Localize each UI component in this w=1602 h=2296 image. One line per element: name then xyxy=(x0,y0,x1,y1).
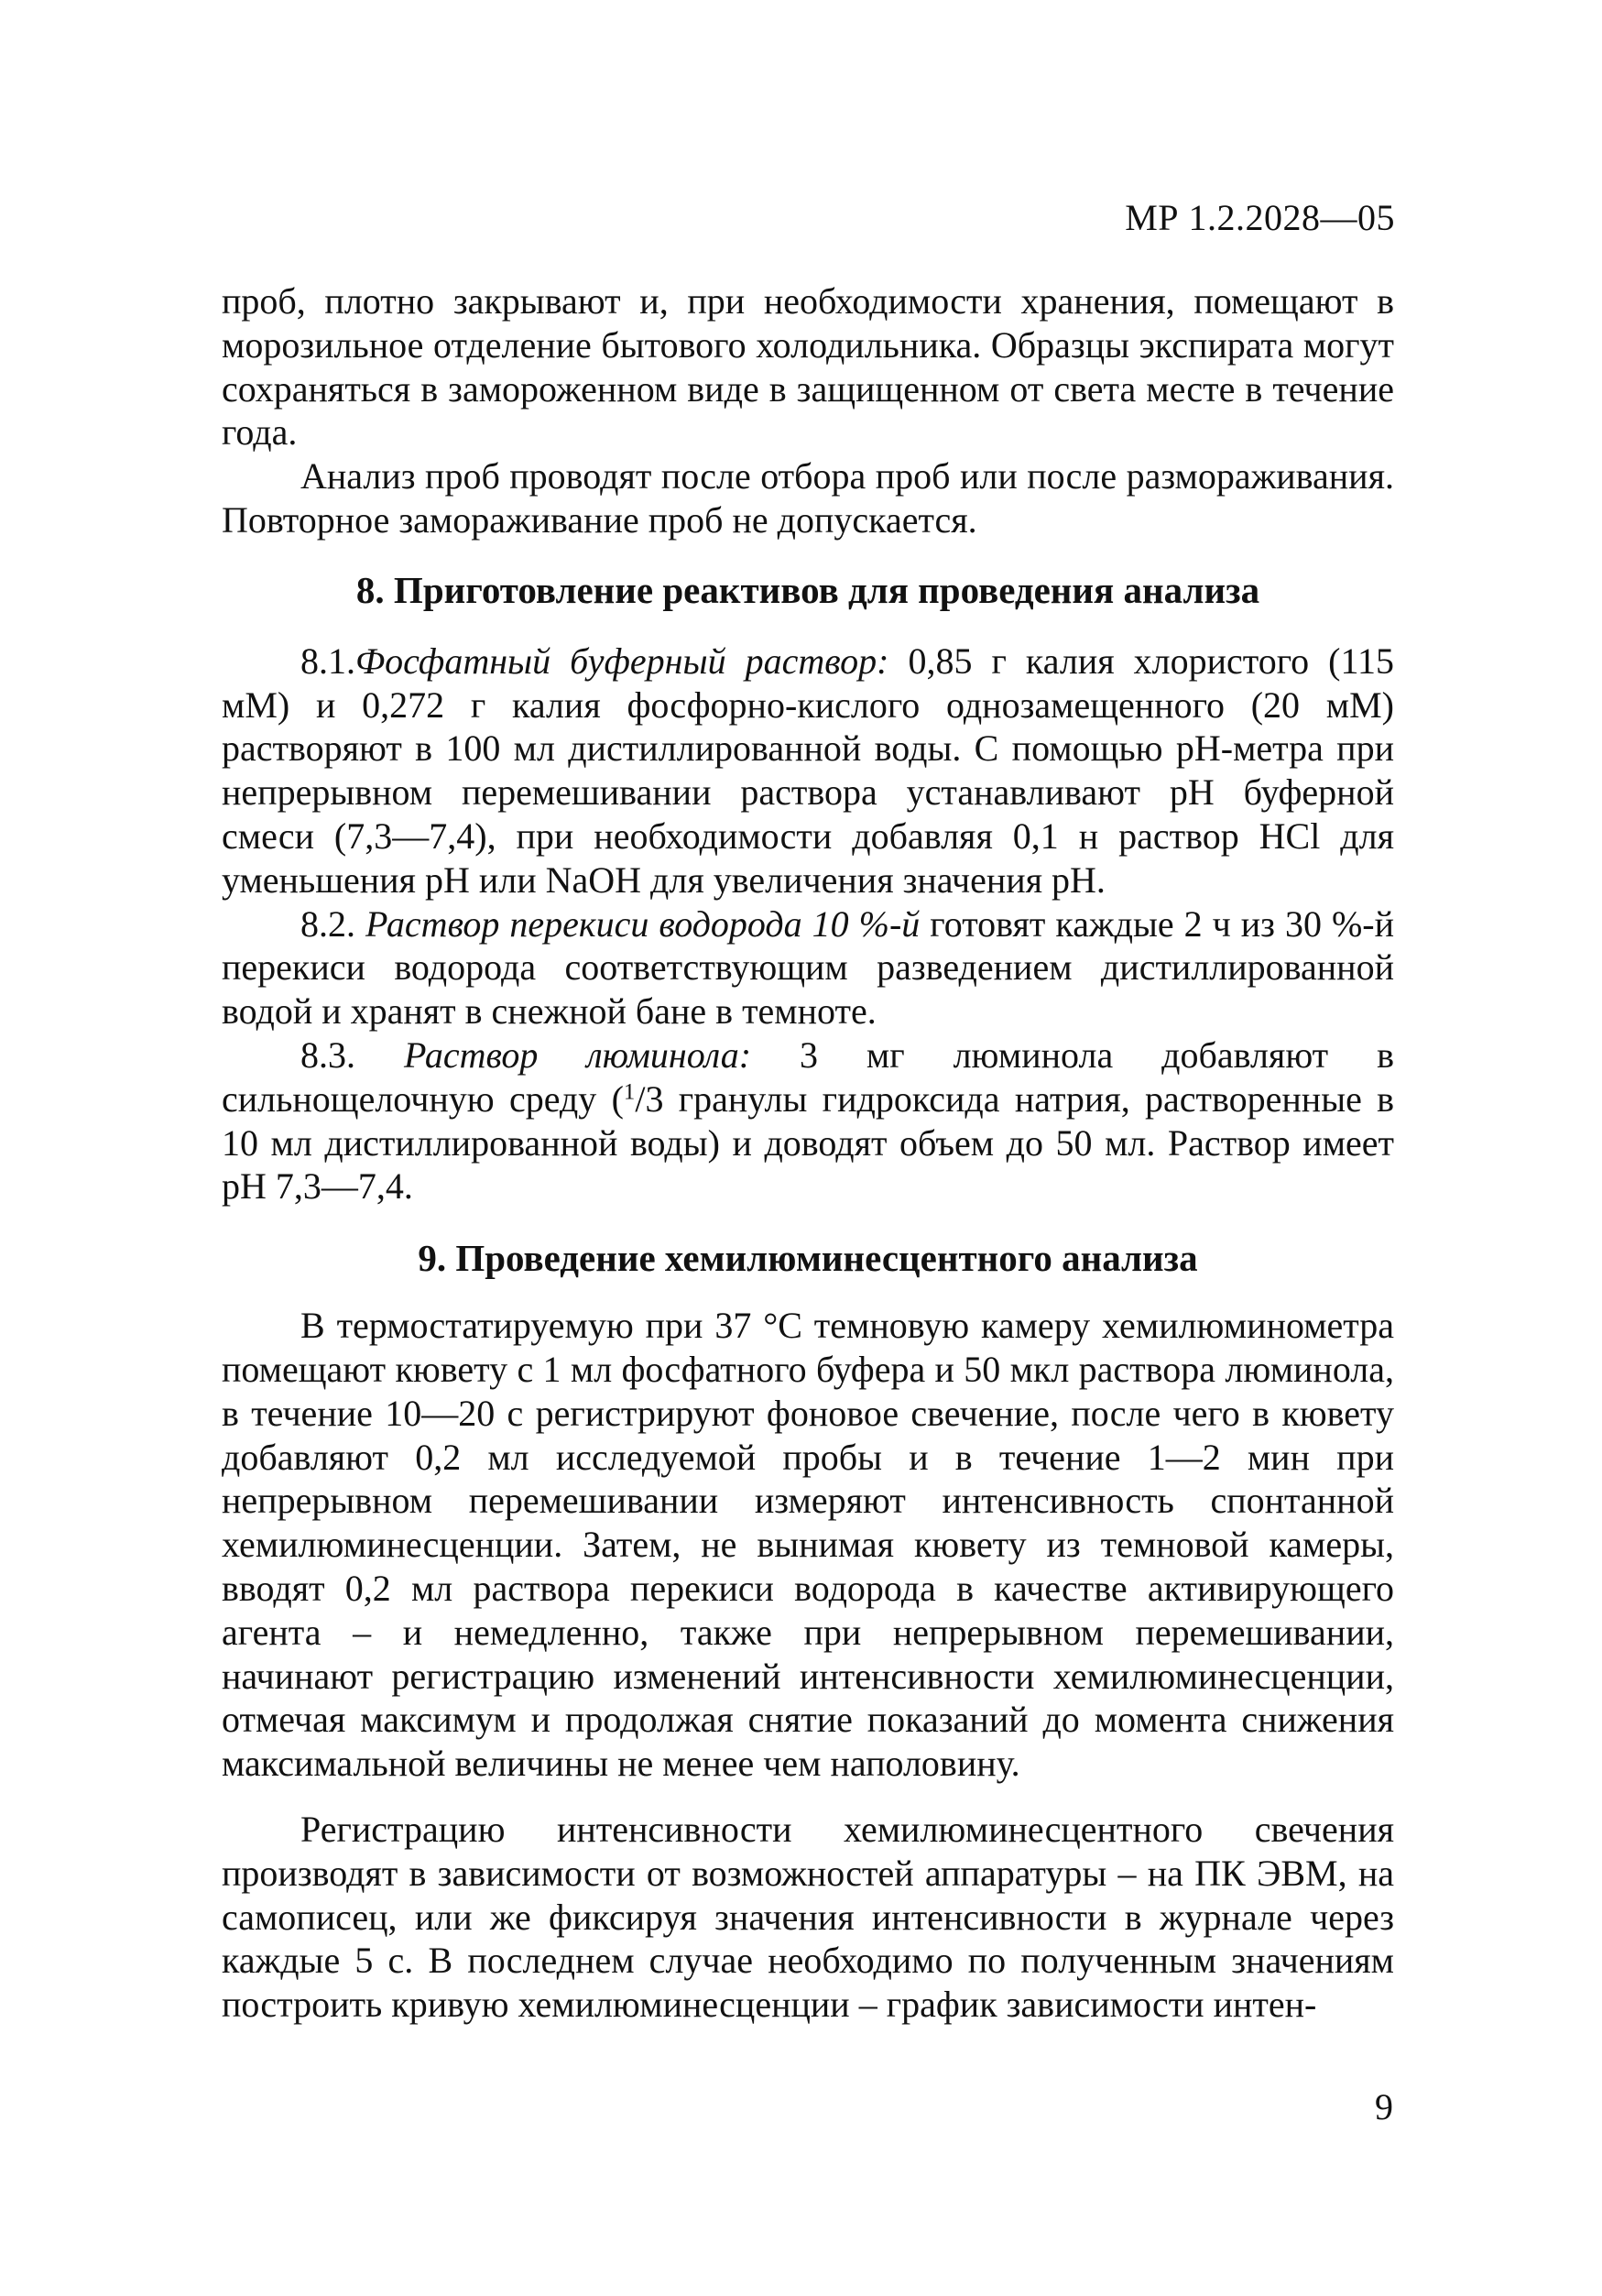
item-8-3-number: 8.3. xyxy=(300,1033,355,1076)
paragraph-procedure: В термостатируемую при 37 °С темновую камеру хемилюминометра помещают кювету с 1 мл фосфатного буфера и 50 мкл раствора люминола, в течение 10—20 с регистрируют фоновое свечение, после чего в кювету добавляют 0,2 мл исследуемой пробы и в течение 1—2 мин при непрерывном перемешивании измеряют интенсивность спонтанной хемилюминесценции. Затем, не вынимая кювету из темновой камеры, вводят 0,2 мл раствора перекиси водорода в качестве активирующего агента – и немедленно, также при непрерывном перемешивании, начинают регистрацию изменений интенсивности хемилюминесценции, отмечая максимум и продолжая снятие показаний до момента снижения максимальной величины не менее чем наполовину. xyxy=(222,1305,1394,1785)
page-number: 9 xyxy=(1375,2086,1393,2127)
item-8-2-text: готовят каждые 2 ч из 30 %-й перекиси водорода соответствующим разведением дистиллированной водой и хранят в снежной бане в темноте. xyxy=(222,902,1394,1033)
item-8-2-name: Раствор перекиси водорода 10 %-й xyxy=(365,902,921,945)
item-8-2-number: 8.2. xyxy=(300,902,355,945)
fraction-denominator: 3 xyxy=(645,1077,664,1120)
item-8-3-text-a: 3 мг люминола добавляют в сильнощелочную среду ( xyxy=(222,1033,1394,1120)
fraction-numerator: 1 xyxy=(623,1079,636,1105)
item-8-1-name: Фосфатный буферный раствор: xyxy=(355,640,889,682)
item-8-1-number: 8.1. xyxy=(300,640,355,682)
item-8-1 xyxy=(222,640,1394,902)
document-body xyxy=(222,279,1394,2027)
paragraph-continuation: проб, плотно закрывают и, при необходимости хранения, помещают в морозильное отделение бытового холодильника. Образцы экспирата могут сохраняться в замороженном виде в защищенном от света месте в течение года. xyxy=(222,280,1394,454)
section-9-heading: 9. Проведение хемилюминесцентного анализа xyxy=(418,1237,1198,1280)
section-8-heading: 8. Приготовление реактивов для проведения анализа xyxy=(355,568,1260,611)
item-8-2 xyxy=(222,902,1394,1033)
item-8-3: 8.3. Раствор люминола: 3 мг люминола добавляют в сильнощелочную среду ($^1$/3 гранулы гидроксида натрия, растворенные в 10 мл дистиллированной воды) и доводят объем до 50 мл. Раствор имеет pH 7,3—7,4. xyxy=(222,1033,1395,1208)
paragraph-registration: Регистрацию интенсивности хемилюминесцентного свечения производят в зависимости от возможностей аппаратуры – на ПК ЭВМ, на самописец, или же фиксируя значения интенсивности в журнале через каждые 5 с. В последнем случае необходимо по полученным значениям построить кривую хемилюминесценции – график зависимости интен- xyxy=(222,1808,1394,2026)
item-8-3-name: Раствор люминола: xyxy=(403,1033,752,1076)
item-8-1-text: 0,85 г калия хлористого (115 мМ) и 0,272 г калия фосфорно-кислого однозамещенного (20 мМ) растворяют в 100 мл дистиллированной воды. С помощью pH-метра при непрерывном перемешивании раствора устанавливают pH буферной смеси (7,3—7,4), при необходимости добавляя 0,1 н раствор HCl для уменьшения pH или NaOH для увеличения значения pH. xyxy=(222,640,1394,901)
document-code: МР 1.2.2028—05 xyxy=(1125,197,1395,238)
item-8-3-text-b: гранулы гидроксида натрия, растворенные в 10 мл дистиллированной воды) и доводят объем до 50 мл. Раствор имеет pH 7,3—7,4. xyxy=(222,1077,1395,1208)
paragraph-analysis-note: Анализ проб проводят после отбора проб или после размораживания. Повторное замораживание проб не допускается. xyxy=(222,455,1394,541)
